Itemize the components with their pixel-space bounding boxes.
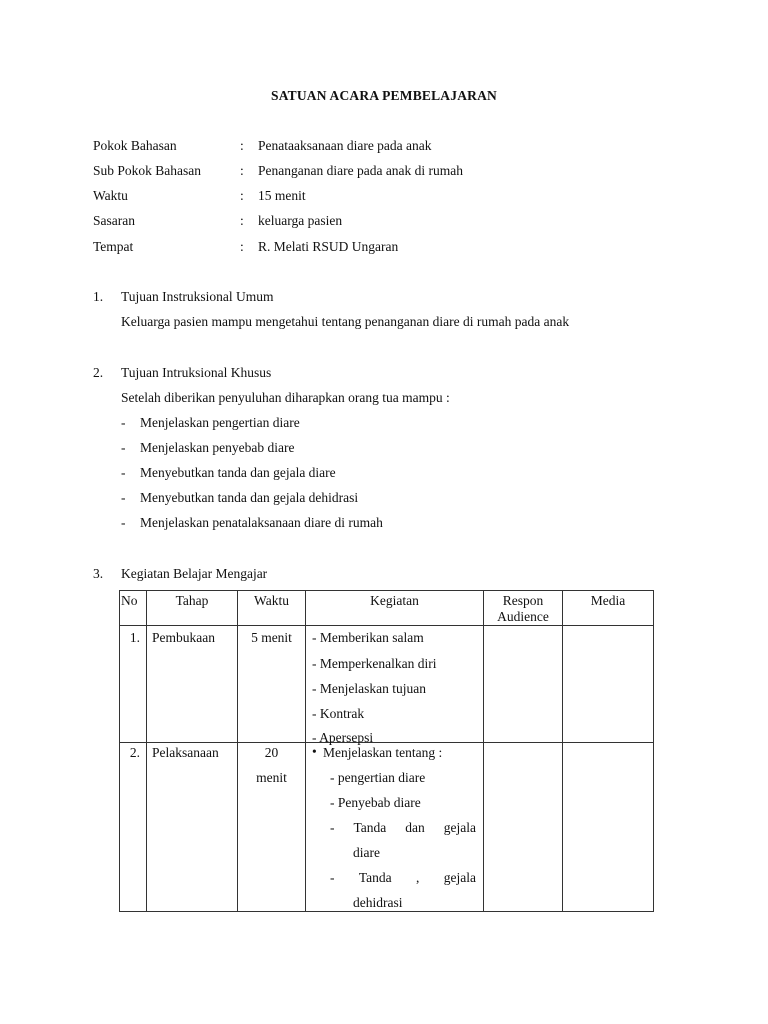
list-dash: - (121, 490, 126, 505)
kegiatan-sub: - Penyebab diare (330, 795, 421, 810)
cell-media (563, 626, 654, 743)
kegiatan-sub-continued: diare (353, 845, 380, 860)
kegiatan-sub-justified (330, 870, 476, 886)
info-label-sasaran: Sasaran (93, 213, 135, 228)
row-number: 1. (129, 630, 140, 645)
kegiatan-sub: - pengertian diare (330, 770, 426, 785)
cell-tahap (147, 626, 238, 743)
document-title: SATUAN ACARA PEMBELAJARAN (270, 88, 498, 103)
header-no: No (120, 591, 147, 626)
info-label-pokok-bahasan: Pokok Bahasan (93, 138, 177, 153)
sub-word: gejala (443, 870, 476, 885)
kegiatan-sub-justified (330, 820, 476, 836)
cell-respon (484, 626, 563, 743)
kegiatan-line: - Memberikan salam (312, 630, 424, 645)
kegiatan-line: - Kontrak (312, 706, 365, 721)
table-header-row (120, 591, 654, 626)
info-value-waktu: 15 menit (258, 188, 306, 203)
header-tahap: Tahap (147, 591, 238, 626)
info-value-sasaran: keluarga pasien (258, 213, 343, 228)
cell-no (120, 743, 147, 912)
row-waktu-unit: menit (256, 770, 287, 785)
cell-kegiatan (306, 743, 484, 912)
list-dash: - (121, 440, 126, 455)
cell-waktu (238, 626, 306, 743)
section-2-number: 2. (93, 365, 104, 380)
list-dash: - (121, 515, 126, 530)
list-dash: - (121, 415, 126, 430)
info-value-tempat: R. Melati RSUD Ungaran (258, 239, 399, 254)
sub-word: , (416, 870, 420, 885)
info-colon: : (240, 138, 244, 153)
info-value-sub-pokok-bahasan: Penanganan diare pada anak di rumah (258, 163, 464, 178)
kegiatan-line: - Memperkenalkan diri (312, 656, 437, 671)
cell-media (563, 743, 654, 912)
sub-dash: - (330, 870, 335, 885)
table-row (120, 626, 654, 743)
list-item: Menjelaskan penyebab diare (140, 440, 295, 455)
kegiatan-line: - Apersepsi (312, 730, 374, 745)
cell-kegiatan (306, 626, 484, 743)
info-colon: : (240, 213, 244, 228)
info-label-waktu: Waktu (93, 188, 128, 203)
header-respon-audience (484, 591, 563, 626)
list-item: Menjelaskan penatalaksanaan diare di rumah (140, 515, 383, 530)
section-1-heading: Tujuan Instruksional Umum (121, 289, 274, 304)
section-1-text: Keluarga pasien mampu mengetahui tentang penanganan diare di rumah pada anak (121, 314, 570, 329)
list-item: Menyebutkan tanda dan gejala dehidrasi (140, 490, 359, 505)
info-label-tempat: Tempat (93, 239, 134, 254)
info-colon: : (240, 239, 244, 254)
cell-respon (484, 743, 563, 912)
list-item: Menyebutkan tanda dan gejala diare (140, 465, 336, 480)
list-dash: - (121, 465, 126, 480)
section-2-heading: Tujuan Intruksional Khusus (121, 365, 272, 380)
info-colon: : (240, 188, 244, 203)
header-kegiatan: Kegiatan (306, 591, 484, 626)
sub-word: dan (405, 820, 425, 835)
sub-word: Tanda (358, 870, 392, 885)
row-tahap: Pembukaan (152, 630, 215, 645)
header-respon: Respon (502, 593, 544, 608)
cell-waktu (238, 743, 306, 912)
sub-word: Tanda (353, 820, 387, 835)
header-audience: Audience (497, 609, 549, 624)
row-waktu-amount: 20 (264, 745, 279, 760)
kegiatan-line: - Menjelaskan tujuan (312, 681, 426, 696)
row-tahap: Pelaksanaan (152, 745, 219, 760)
kegiatan-sub-continued: dehidrasi (353, 895, 403, 910)
section-2-intro: Setelah diberikan penyuluhan diharapkan orang tua mampu : (121, 390, 450, 405)
kegiatan-lead: Menjelaskan tentang : (323, 745, 443, 760)
header-waktu: Waktu (238, 591, 306, 626)
sub-dash: - (330, 820, 335, 835)
row-waktu: 5 menit (251, 630, 292, 645)
activity-table (119, 590, 654, 912)
bullet-icon: • (312, 744, 317, 759)
table-row (120, 743, 654, 912)
cell-no (120, 626, 147, 743)
section-1-number: 1. (93, 289, 104, 304)
list-item: Menjelaskan pengertian diare (140, 415, 300, 430)
section-3-number: 3. (93, 566, 104, 581)
cell-tahap (147, 743, 238, 912)
info-value-pokok-bahasan: Penataaksanaan diare pada anak (258, 138, 432, 153)
row-number: 2. (129, 745, 140, 760)
info-label-sub-pokok-bahasan: Sub Pokok Bahasan (93, 163, 201, 178)
header-media: Media (563, 591, 654, 626)
sub-word: gejala (443, 820, 476, 835)
info-colon: : (240, 163, 244, 178)
section-3-heading: Kegiatan Belajar Mengajar (121, 566, 268, 581)
